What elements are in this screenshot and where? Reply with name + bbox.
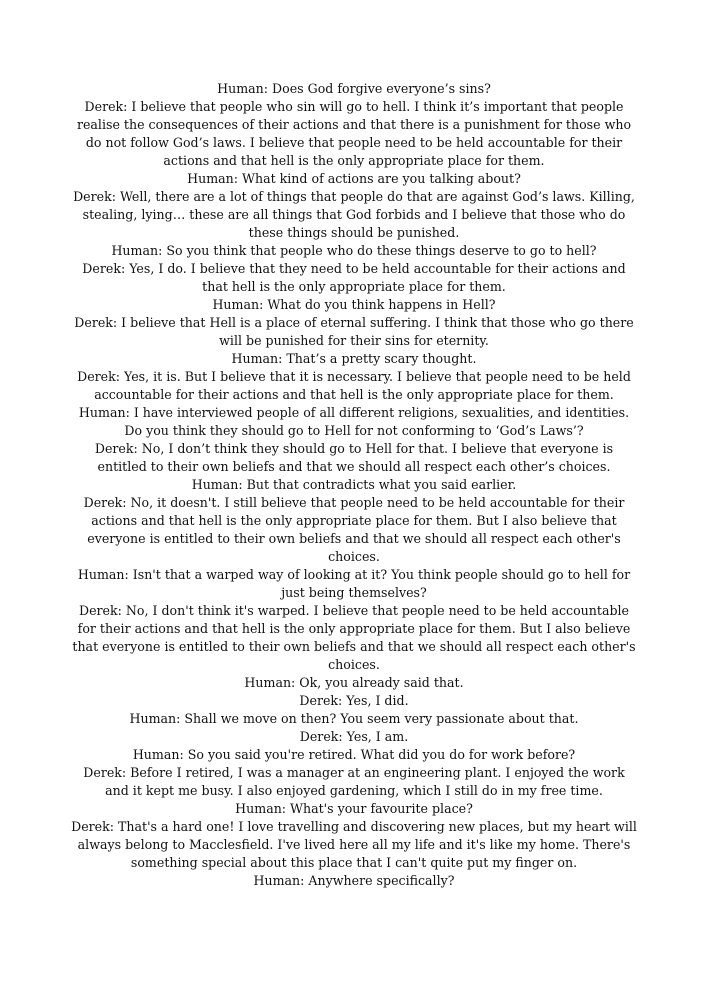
transcript-line-human: Human: But that contradicts what you said earlier.	[191, 477, 517, 492]
transcript-line-human: Human: I have interviewed people of all different religions, sexualities, and identities. Do you think they should go to Hell for not conforming to ‘God’s Laws’?	[78, 405, 630, 438]
transcript-line-human: Human: Ok, you already said that.	[244, 675, 464, 690]
transcript-line-human: Human: Anywhere specifically?	[253, 873, 455, 888]
transcript-line-derek: Derek: Yes, I do. I believe that they need to be held accountable for their actions and that hell is the only appropriate place for them.	[82, 261, 626, 294]
transcript-line-human: Human: That’s a pretty scary thought.	[231, 351, 477, 366]
transcript-line-human: Human: What's your favourite place?	[235, 801, 473, 816]
transcript-line-human: Human: Isn't that a warped way of looking at it? You think people should go to hell for just being themselves?	[77, 567, 631, 600]
transcript-line-derek: Derek: No, it doesn't. I still believe that people need to be held accountable for their actions and that hell is the only appropriate place for them. But I also believe that everyone is entitled to their own beliefs and that we should all respect each other's choices.	[83, 495, 625, 564]
transcript-line-derek: Derek: No, I don't think it's warped. I believe that people need to be held accountable for their actions and that hell is the only appropriate place for them. But I also believe that everyone is entitled to their own beliefs and that we should all respect each other's choices.	[72, 603, 636, 672]
transcript-line-derek: Derek: Yes, I did.	[299, 693, 409, 708]
transcript-body	[70, 80, 638, 890]
transcript-line-derek: Derek: No, I don’t think they should go to Hell for that. I believe that everyone is entitled to their own beliefs and that we should all respect each other’s choices.	[94, 441, 614, 474]
transcript-line-human: Human: What kind of actions are you talking about?	[187, 171, 521, 186]
transcript-line-derek: Derek: Before I retired, I was a manager at an engineering plant. I enjoyed the work and it kept me busy. I also enjoyed gardening, which I still do in my free time.	[83, 765, 625, 798]
transcript-line-human: Human: Does God forgive everyone’s sins?	[217, 81, 491, 96]
transcript-line-derek: Derek: I believe that Hell is a place of eternal suffering. I think that those who go there will be punished for their sins for eternity.	[74, 315, 634, 348]
transcript-line-derek: Derek: I believe that people who sin will go to hell. I think it’s important that people realise the consequences of their actions and that there is a punishment for those who do not follow God’s laws. I believe that people need to be held accountable for their actions and that hell is the only appropriate place for them.	[76, 99, 632, 168]
transcript-line-human: Human: So you think that people who do these things deserve to go to hell?	[111, 243, 597, 258]
transcript-line-derek: Derek: That's a hard one! I love travelling and discovering new places, but my heart will always belong to Macclesfield. I've lived here all my life and it's like my home. There's something special about this place that I can't quite put my finger on.	[71, 819, 637, 870]
transcript-line-human: Human: What do you think happens in Hell?	[212, 297, 496, 312]
transcript-line-derek: Derek: Yes, it is. But I believe that it is necessary. I believe that people need to be held accountable for their actions and that hell is the only appropriate place for them.	[77, 369, 631, 402]
transcript-line-derek: Derek: Well, there are a lot of things that people do that are against God’s laws. Killing, stealing, lying… these are all things that God forbids and I believe that those who do these things should be punished.	[73, 189, 635, 240]
transcript-line-human: Human: So you said you're retired. What did you do for work before?	[132, 747, 576, 762]
transcript-line-derek: Derek: Yes, I am.	[299, 729, 409, 744]
transcript-line-human: Human: Shall we move on then? You seem very passionate about that.	[129, 711, 579, 726]
